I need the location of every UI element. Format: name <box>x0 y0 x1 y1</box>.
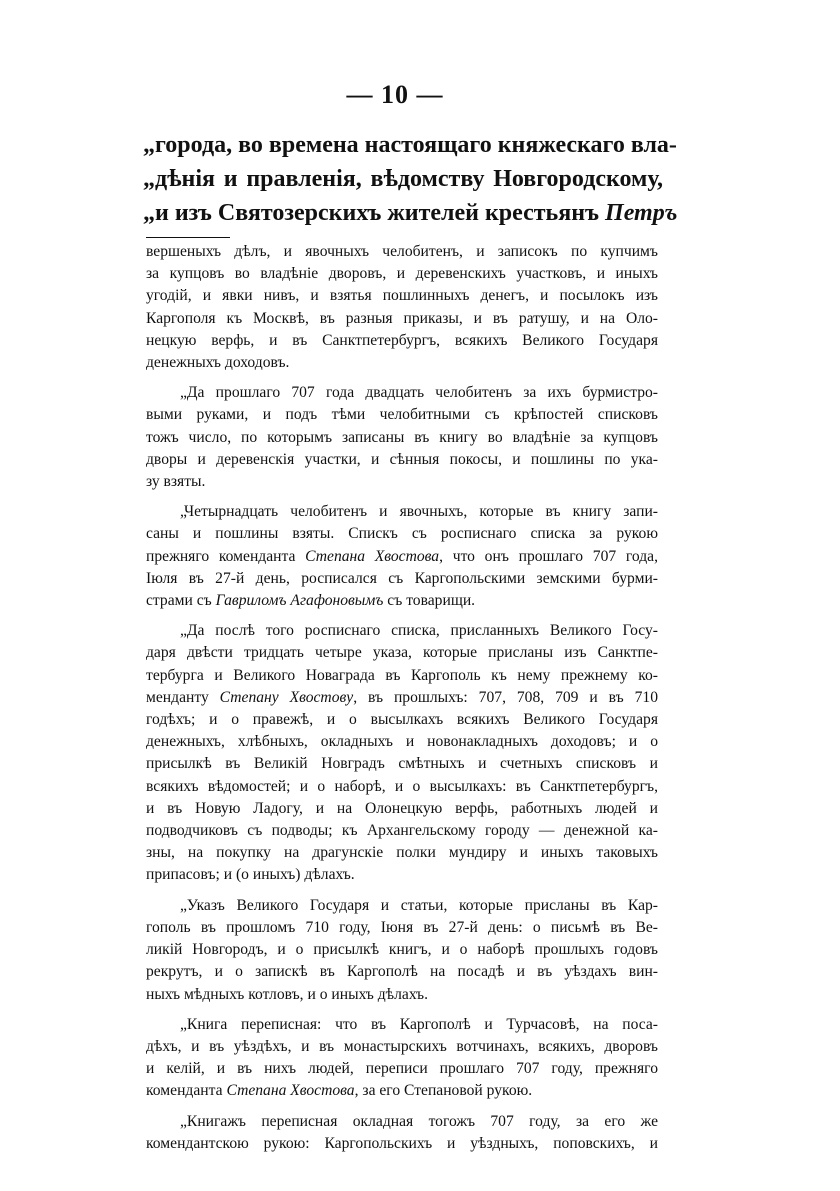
paragraph-4 <box>146 620 658 886</box>
page-number: — 10 — <box>346 80 444 109</box>
text-line: вершеныхъ дѣлъ, и явочныхъ челобитенъ, и записокъ по купчимъ <box>146 243 658 260</box>
text-line: присылкѣ въ Великій Новградъ смѣтныхъ и счетныхъ списковъ и <box>146 755 658 773</box>
text-line: и въ Новую Ладогу, и на Олонецкую верфь, работныхъ людей и <box>146 799 658 817</box>
text-line: ликій Новгородъ, и о присылкѣ книгъ, и о наборѣ прошлыхъ годовъ <box>146 941 658 959</box>
text-fragment: съ товарищи. <box>383 592 476 610</box>
heading-continuation <box>143 128 678 230</box>
text-line: всякихъ вѣдомостей; и о наборѣ, и о высылкахъ: въ Санктпетербургъ, <box>146 777 658 795</box>
text-line: тербурга и Великого Новаграда въ Каргополь къ нему прежнему ко- <box>146 666 658 684</box>
heading-line-3-text: „и изъ Святозерскихъ жителей крестьянъ <box>143 200 606 226</box>
person-name: Гавриломъ Агафоновымъ <box>215 592 384 610</box>
text-line: припасовъ; и (о иныхъ) дѣлахъ. <box>146 866 355 884</box>
person-name: Степана Хвостова <box>305 547 440 565</box>
heading-line-1: „города, во времена настоящаго княжескаго вла- <box>143 132 677 158</box>
text-line: угодій, и явки нивъ, и взятья пошлинныхъ денегъ, и посылокъ изъ <box>146 287 658 305</box>
text-line: нецкую верфь, и въ Санктпетербургъ, всякихъ Великого Государя <box>146 331 658 349</box>
text-line: даря двѣсти тридцать четыре указа, которые присланы изъ Санктпе- <box>146 644 658 662</box>
text-line: ныхъ мѣдныхъ котловъ, и о иныхъ дѣлахъ. <box>146 985 428 1003</box>
heading-line-3 <box>143 196 678 230</box>
text-line: тожъ число, по которымъ записаны въ книгу во владѣніе за купцовъ <box>146 428 658 446</box>
text-line <box>146 546 658 568</box>
paragraph-6 <box>146 1014 658 1103</box>
text-line: Іюля въ 27-й день, росписался съ Каргопольскими земскими бурми- <box>146 569 658 587</box>
text-fragment: , за его Степановой рукою. <box>354 1082 533 1100</box>
text-line: гополь въ прошломъ 710 году, Іюня въ 27-й день: о письмѣ въ Ве- <box>146 918 658 936</box>
text-line: годѣхъ; и о правежѣ, и о высылкахъ всякихъ Великого Государя <box>146 711 658 729</box>
text-line: и келій, и въ нихъ людей, переписи прошлаго 707 году, прежняго <box>146 1060 658 1078</box>
footnote-rule <box>146 237 230 238</box>
text-fragment: , что онъ прошлаго 707 года, <box>439 547 658 565</box>
text-line: дѣхъ, и въ уѣздѣхъ, и въ монастырскихъ вотчинахъ, всякихъ, дворовъ <box>146 1037 658 1055</box>
text-line <box>146 687 658 709</box>
text-line: саны и пошлины взяты. Спискъ съ росписнаго списка за рукою <box>146 525 658 543</box>
text-line: „Четырнадцать челобитенъ и явочныхъ, которые въ книгу запи- <box>180 503 658 521</box>
text-line: зны, на покупку на драгунскіе полки мундиру и иныхъ таковыхъ <box>146 844 658 862</box>
text-line: „Указъ Великого Государя и статьи, которые присланы въ Кар- <box>180 896 658 914</box>
heading-line-2: „дѣнія и правленія, вѣдомству Новгородскому, <box>143 166 663 192</box>
text-line: „Да прошлаго 707 года двадцать челобитенъ за ихъ бурмистро- <box>180 384 658 402</box>
text-line: комендантскою рукою: Каргопольскихъ и уѣздныхъ, поповскихъ, и <box>146 1134 658 1152</box>
paragraph-2 <box>146 382 658 493</box>
text-line: выми руками, и подъ тѣми челобитными съ крѣпостей списковъ <box>146 406 658 424</box>
text-line: рекрутъ, и о запискѣ въ Каргополѣ на посадѣ и въ уѣздахъ вин- <box>146 963 658 981</box>
text-line <box>146 1080 658 1102</box>
text-line: за купцовъ во владѣніе дворовъ, и деревенскихъ участковъ, и иныхъ <box>146 265 658 283</box>
person-name: Степана Хвостова <box>226 1082 355 1100</box>
text-fragment: , въ прошлыхъ: 707, 708, 709 и въ 710 <box>353 688 658 706</box>
paragraph-3 <box>146 501 658 612</box>
text-fragment: страми съ <box>146 592 216 610</box>
paragraph-7 <box>146 1111 658 1155</box>
text-line: подводчиковъ съ подводы; къ Архангельскому городу — денежной ка- <box>146 822 658 840</box>
text-fragment: коменданта <box>146 1082 227 1100</box>
text-line: Каргополя къ Москвѣ, въ разныя приказы, и въ ратушу, и на Оло- <box>146 309 658 327</box>
footnote-body <box>146 241 658 1163</box>
person-name: Степану Хвостову <box>219 688 354 706</box>
text-line: денежныхъ доходовъ. <box>146 354 290 372</box>
heading-name: Петръ <box>605 200 678 226</box>
text-line: денежныхъ, хлѣбныхъ, окладныхъ и новонакладныхъ доходовъ; и о <box>146 733 658 751</box>
text-line: дворы и деревенскія участки, и сѣнныя покосы, и пошлины по ука- <box>146 450 658 468</box>
text-line: „Книгажъ переписная окладная тогожъ 707 году, за его же <box>180 1112 658 1130</box>
text-line: „Да послѣ того росписнаго списка, присланныхъ Великого Госу- <box>180 622 658 640</box>
paragraph-5 <box>146 895 658 1006</box>
text-fragment: менданту <box>146 688 220 706</box>
text-fragment: прежняго коменданта <box>146 547 306 565</box>
text-line <box>146 590 658 612</box>
paragraph-1 <box>146 241 658 374</box>
text-line: зу взяты. <box>146 473 206 491</box>
text-line: „Книга переписная: что въ Каргополѣ и Турчасовѣ, на поса- <box>180 1015 658 1033</box>
